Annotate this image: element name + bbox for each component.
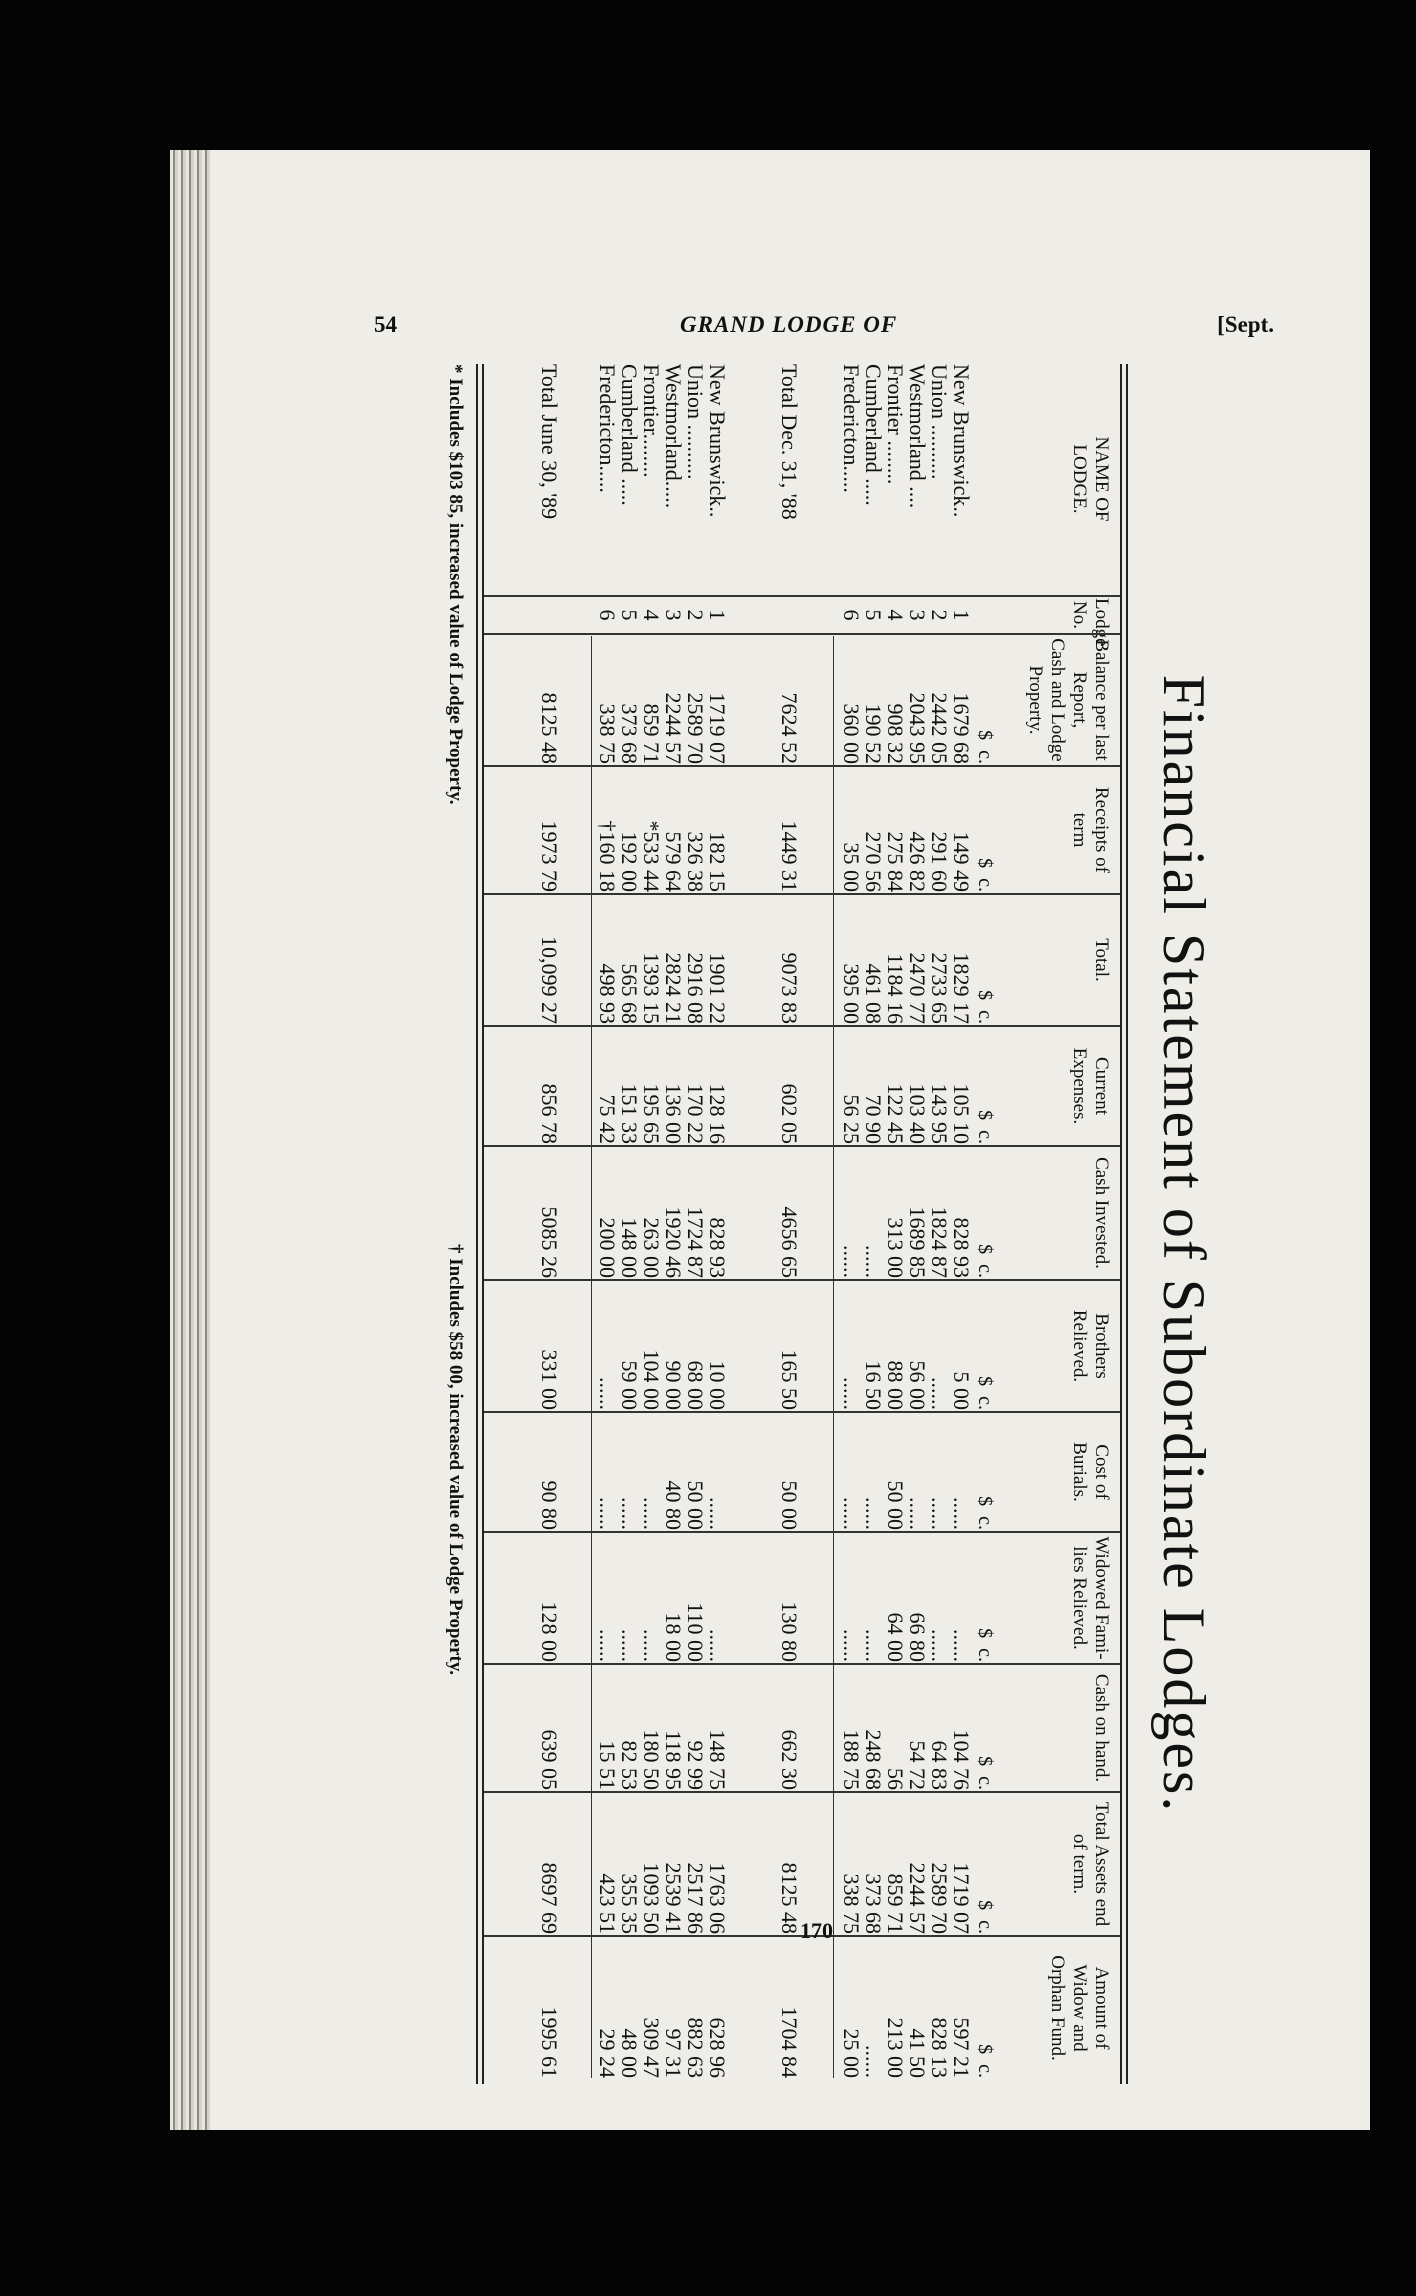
cell-widowed: ...... [949, 1629, 974, 1662]
column-header-line: Property. [1025, 665, 1046, 735]
page-number: 54 [374, 312, 397, 337]
unit-label: $ c. [974, 858, 996, 892]
cell-cash-hand: 148 75 [705, 1729, 730, 1790]
cell-no: 4 [883, 609, 908, 621]
cell-widowed: ...... [927, 1629, 952, 1662]
cell-total: 1184 16 [883, 953, 908, 1024]
cell-fund: 25 00 [839, 2028, 864, 2078]
cell-receipts: 291 60 [927, 831, 952, 892]
table-row [596, 364, 618, 2084]
cell-brothers: ...... [927, 1377, 952, 1410]
cell-receipts: 579 64 [661, 831, 686, 892]
cell-invested: 313 00 [883, 1217, 908, 1278]
cell-name: Westmorland .... [905, 364, 930, 509]
cell-cash-hand: 662 30 [777, 1729, 802, 1790]
cell-total: 1901 22 [705, 952, 730, 1024]
cell-name: Cumberland ..... [617, 364, 642, 506]
cell-widowed: 130 80 [777, 1601, 802, 1662]
cell-widowed: ...... [617, 1629, 642, 1662]
unit-label: $ c. [974, 1628, 996, 1662]
cell-brothers: 68 00 [683, 1360, 708, 1410]
cell-invested: 148 00 [617, 1217, 642, 1278]
cell-receipts: 326 38 [683, 831, 708, 892]
units-row [974, 364, 996, 2084]
column-header-line: NAME OF [1091, 436, 1112, 522]
cell-widowed: 18 00 [661, 1612, 686, 1662]
cell-receipts: 182 15 [705, 831, 730, 892]
cell-burials: 90 80 [537, 1480, 562, 1530]
cell-total: 498 93 [595, 963, 620, 1024]
sum-rule [591, 636, 592, 2078]
column-divider [484, 1411, 1120, 1413]
column-header-cash-hand [1090, 1666, 1112, 1790]
cell-no: 2 [927, 609, 952, 621]
cell-invested: ...... [861, 1245, 886, 1278]
cell-no: 3 [905, 609, 930, 621]
cell-widowed: 110 00 [683, 1602, 708, 1662]
column-header-line: Widow and [1069, 1964, 1090, 2052]
cell-assets: 355 35 [617, 1873, 642, 1934]
column-divider [484, 893, 1120, 895]
column-divider [484, 595, 1120, 597]
cell-assets: 1719 07 [949, 1862, 974, 1934]
unit-label: $ c. [974, 1496, 996, 1530]
cell-receipts: 149 49 [949, 831, 974, 892]
column-header-burials [1068, 1414, 1112, 1530]
column-header-line: Report, [1069, 671, 1090, 729]
column-header-line: Brothers Relieved. [1069, 1309, 1112, 1383]
column-divider [484, 1531, 1120, 1533]
column-header-line: Widowed Fami- [1091, 1536, 1112, 1660]
column-header-total [1090, 896, 1112, 1024]
cell-burials: ...... [839, 1497, 864, 1530]
cell-total: 1393 15 [639, 952, 664, 1024]
column-header-expenses [1068, 1028, 1112, 1144]
cell-receipts: *533 44 [639, 820, 664, 892]
cell-brothers: 59 00 [617, 1360, 642, 1410]
cell-total: 565 68 [617, 963, 642, 1024]
cell-name: Total Dec. 31, '88 [777, 364, 802, 520]
footnote-dagger: † Includes $58 00, increased value of Lodge Property. [445, 1244, 466, 1676]
cell-receipts: †160 18 [595, 820, 620, 892]
cell-expenses: 151 33 [617, 1083, 642, 1144]
table-row [884, 364, 906, 2084]
table-row [906, 364, 928, 2084]
cell-expenses: 75 42 [595, 1094, 620, 1144]
column-divider [484, 1279, 1120, 1281]
cell-burials: 50 00 [883, 1480, 908, 1530]
column-divider [484, 1025, 1120, 1027]
cell-widowed: 64 00 [883, 1612, 908, 1662]
column-header-line: Orphan Fund. [1047, 1955, 1068, 2061]
cell-balance: 1719 07 [705, 692, 730, 764]
unit-label: $ c. [974, 1244, 996, 1278]
bottom-rule-inner [476, 364, 478, 2084]
cell-widowed: 128 00 [537, 1601, 562, 1662]
column-header-assets [1068, 1794, 1112, 1934]
cell-burials: ...... [905, 1497, 930, 1530]
cell-receipts: 275 84 [883, 831, 908, 892]
cell-name: Frontier ........ [883, 364, 908, 485]
total-row [538, 364, 560, 2084]
cell-invested: ...... [839, 1245, 864, 1278]
cell-no: 3 [661, 609, 686, 621]
cell-name: New Brunswick.. [705, 364, 730, 518]
column-divider [484, 765, 1120, 767]
cell-brothers: 88 00 [883, 1360, 908, 1410]
cell-burials: ...... [595, 1497, 620, 1530]
cell-fund: 41 50 [905, 2028, 930, 2078]
cell-total: 461 08 [861, 963, 886, 1024]
cell-balance: 1679 68 [949, 692, 974, 764]
rotated-table [418, 364, 1238, 2164]
cell-name: Cumberland ..... [861, 364, 886, 506]
cell-balance: 859 71 [639, 703, 664, 764]
cell-cash-hand: 248 68 [861, 1729, 886, 1790]
cell-widowed: 66 80 [905, 1612, 930, 1662]
table-row [662, 364, 684, 2084]
table-row [640, 364, 662, 2084]
cell-assets: 373 68 [861, 1873, 886, 1934]
cell-fund: 97 31 [661, 2028, 686, 2078]
top-rule-inner [1120, 364, 1122, 2084]
unit-label: $ c. [974, 1110, 996, 1144]
folio-number: 170 [800, 1918, 833, 1943]
cell-name: Fredericton..... [839, 364, 864, 493]
cell-cash-hand: 104 76 [949, 1729, 974, 1790]
cell-total: 395 00 [839, 963, 864, 1024]
cell-cash-hand: 56 [883, 1768, 908, 1790]
cell-expenses: 602 05 [777, 1083, 802, 1144]
column-divider [484, 633, 1120, 635]
cell-brothers: 5 00 [949, 1371, 974, 1410]
cell-fund: 48 00 [617, 2028, 642, 2078]
table-row [928, 364, 950, 2084]
cell-expenses: 128 16 [705, 1083, 730, 1144]
cell-expenses: 105 10 [949, 1083, 974, 1144]
cell-widowed: ...... [639, 1629, 664, 1662]
unit-label: $ c. [974, 1756, 996, 1790]
cell-no: 6 [839, 609, 864, 621]
table-row [862, 364, 884, 2084]
cell-name: Total June 30, '89 [537, 364, 562, 520]
cell-expenses: 103 40 [905, 1083, 930, 1144]
cell-invested: 828 93 [705, 1217, 730, 1278]
cell-expenses: 856 78 [537, 1083, 562, 1144]
cell-invested: 1824 87 [927, 1206, 952, 1278]
cell-name: Westmorland..... [661, 364, 686, 509]
cell-fund: 828 13 [927, 2017, 952, 2078]
cell-burials: ...... [927, 1497, 952, 1530]
cell-receipts: 1449 31 [777, 820, 802, 892]
cell-invested: 1724 87 [683, 1206, 708, 1278]
cell-name: New Brunswick.. [949, 364, 974, 518]
footnote-asterisk: * Includes $103 85, increased value of Lodge Property. [445, 364, 466, 805]
column-header-line: Amount of [1091, 1966, 1112, 2050]
column-header-name [1068, 364, 1112, 594]
table-row [706, 364, 728, 2084]
cell-brothers: ...... [595, 1377, 620, 1410]
top-rule [1126, 364, 1128, 2084]
cell-fund: 309 47 [639, 2017, 664, 2078]
table-title: Financial Statement of Subordinate Lodges. [1151, 674, 1217, 1814]
cell-balance: 7624 52 [777, 692, 802, 764]
column-header-line: Expenses. [1069, 1047, 1090, 1125]
cell-expenses: 70 90 [861, 1094, 886, 1144]
cell-total: 2824 21 [661, 952, 686, 1024]
cell-balance: 190 52 [861, 703, 886, 764]
cell-assets: 2517 86 [683, 1862, 708, 1934]
cell-burials: ...... [617, 1497, 642, 1530]
cell-total: 1829 17 [949, 952, 974, 1024]
table-header [1010, 364, 1120, 2084]
cell-expenses: 136 00 [661, 1083, 686, 1144]
cell-widowed: ...... [839, 1629, 864, 1662]
table-row [618, 364, 640, 2084]
cell-assets: 338 75 [839, 1873, 864, 1934]
cell-assets: 1093 50 [639, 1862, 664, 1934]
cell-balance: 2043 95 [905, 692, 930, 764]
column-header-no [1068, 598, 1112, 647]
cell-balance: 373 68 [617, 703, 642, 764]
cell-cash-hand: 82 53 [617, 1740, 642, 1790]
cell-fund: ...... [861, 2045, 886, 2078]
cell-brothers: 56 00 [905, 1360, 930, 1410]
unit-label: $ c. [974, 1900, 996, 1934]
cell-burials: 40 80 [661, 1480, 686, 1530]
cell-receipts: 1973 79 [537, 820, 562, 892]
cell-name: Union .......... [683, 364, 708, 480]
cell-burials: 50 00 [683, 1480, 708, 1530]
cell-invested: 263 00 [639, 1217, 664, 1278]
cell-brothers: 104 00 [639, 1349, 664, 1410]
cell-total: 9073 83 [777, 952, 802, 1024]
cell-invested: 200 00 [595, 1217, 620, 1278]
cell-widowed: ...... [595, 1629, 620, 1662]
cell-fund: 213 00 [883, 2017, 908, 2078]
cell-name: Fredericton..... [595, 364, 620, 493]
cell-expenses: 170 22 [683, 1083, 708, 1144]
column-header-widowed [1068, 1534, 1112, 1662]
cell-burials: ...... [639, 1497, 664, 1530]
cell-name: Union .......... [927, 364, 952, 480]
cell-burials: ...... [705, 1497, 730, 1530]
cell-invested: 828 93 [949, 1217, 974, 1278]
cell-assets: 8697 69 [537, 1862, 562, 1934]
column-header-line: Balance per last [1091, 639, 1112, 761]
column-header-line: Cost of Burials. [1069, 1442, 1112, 1502]
cell-fund: 882 63 [683, 2017, 708, 2078]
table-row [950, 364, 972, 2084]
cell-fund: 1995 61 [537, 2006, 562, 2078]
column-header-line: of term. [1069, 1833, 1090, 1895]
cell-total: 10,099 27 [537, 936, 562, 1024]
unit-label: $ c. [974, 2044, 996, 2078]
cell-receipts: 270 56 [861, 831, 886, 892]
column-divider [484, 1145, 1120, 1147]
cell-fund: 1704 84 [777, 2006, 802, 2078]
cell-cash-hand: 118 95 [661, 1730, 686, 1790]
running-head: GRAND LODGE OF [680, 312, 898, 337]
column-header-line: Current [1091, 1056, 1112, 1116]
table-body [486, 364, 996, 2084]
cell-no: 6 [595, 609, 620, 621]
table-row [840, 364, 862, 2084]
cell-assets: 2244 57 [905, 1862, 930, 1934]
column-header-fund [1046, 1938, 1112, 2078]
cell-no: 4 [639, 609, 664, 621]
table-row [684, 364, 706, 2084]
unit-label: $ c. [974, 990, 996, 1024]
cell-brothers: 16 50 [861, 1360, 886, 1410]
cell-assets: 423 51 [595, 1873, 620, 1934]
cell-no: 5 [617, 609, 642, 621]
column-header-line: lies Relieved. [1069, 1546, 1090, 1650]
cell-name: Frontier........ [639, 364, 664, 478]
cell-balance: 8125 48 [537, 692, 562, 764]
cell-expenses: 122 45 [883, 1083, 908, 1144]
cell-assets: 8125 48 [777, 1862, 802, 1934]
cell-assets: 859 71 [883, 1873, 908, 1934]
column-header-receipts [1068, 768, 1112, 892]
column-header-line: Receipts of term [1069, 786, 1112, 873]
cell-assets: 1763 06 [705, 1862, 730, 1934]
cell-fund: 628 96 [705, 2017, 730, 2078]
cell-no: 1 [705, 609, 730, 621]
cell-invested: 1689 85 [905, 1206, 930, 1278]
cell-cash-hand: 188 75 [839, 1729, 864, 1790]
cell-burials: 50 00 [777, 1480, 802, 1530]
cell-widowed: ...... [861, 1629, 886, 1662]
cell-brothers: ...... [839, 1377, 864, 1410]
column-divider [484, 1791, 1120, 1793]
cell-burials: ...... [949, 1497, 974, 1530]
column-header-line: LODGE. [1069, 444, 1090, 514]
column-header-line: Total. [1091, 938, 1112, 982]
cell-balance: 338 75 [595, 703, 620, 764]
cell-balance: 908 32 [883, 703, 908, 764]
cell-burials: ...... [861, 1497, 886, 1530]
cell-total: 2916 08 [683, 952, 708, 1024]
column-header-balance [1024, 636, 1112, 764]
cell-cash-hand: 64 83 [927, 1740, 952, 1790]
page-header [374, 312, 1274, 352]
cell-receipts: 35 00 [839, 842, 864, 892]
cell-receipts: 426 82 [905, 831, 930, 892]
cell-balance: 2589 70 [683, 692, 708, 764]
column-header-invested [1090, 1148, 1112, 1278]
cell-expenses: 56 25 [839, 1094, 864, 1144]
month-label: [Sept. [1217, 312, 1274, 337]
column-header-brothers [1068, 1282, 1112, 1410]
column-header-line: Cash Invested. [1091, 1157, 1112, 1269]
cell-cash-hand: 15 51 [595, 1740, 620, 1790]
cell-assets: 2539 41 [661, 1862, 686, 1934]
cell-invested: 4656 65 [777, 1206, 802, 1278]
cell-brothers: 165 50 [777, 1349, 802, 1410]
cell-balance: 2244 57 [661, 692, 686, 764]
sum-rule [833, 636, 834, 2078]
cell-total: 2733 65 [927, 952, 952, 1024]
cell-brothers: 10 00 [705, 1360, 730, 1410]
cell-fund: 597 21 [949, 2017, 974, 2078]
column-header-line: Lodge No. [1069, 598, 1112, 647]
total-row [778, 364, 800, 2084]
cell-no: 2 [683, 609, 708, 621]
cell-receipts: 192 00 [617, 831, 642, 892]
cell-cash-hand: 54 72 [905, 1740, 930, 1790]
column-divider [484, 1663, 1120, 1665]
cell-cash-hand: 180 50 [639, 1729, 664, 1790]
column-header-line: Total Assets end [1091, 1801, 1112, 1927]
cell-no: 5 [861, 609, 886, 621]
cell-fund: 29 24 [595, 2028, 620, 2078]
cell-assets: 2589 70 [927, 1862, 952, 1934]
cell-cash-hand: 92 99 [683, 1740, 708, 1790]
cell-widowed: ...... [705, 1629, 730, 1662]
cell-invested: 5085 26 [537, 1206, 562, 1278]
cell-no: 1 [949, 609, 974, 621]
unit-label: $ c. [974, 730, 996, 764]
cell-balance: 360 00 [839, 703, 864, 764]
cell-total: 2470 77 [905, 952, 930, 1024]
cell-expenses: 195 65 [639, 1083, 664, 1144]
bottom-rule [482, 364, 484, 2084]
cell-brothers: 331 00 [537, 1349, 562, 1410]
column-header-line: Cash on hand. [1091, 1673, 1112, 1783]
cell-brothers: 90 00 [661, 1360, 686, 1410]
unit-label: $ c. [974, 1376, 996, 1410]
cell-balance: 2442 05 [927, 692, 952, 764]
cell-expenses: 143 95 [927, 1083, 952, 1144]
cell-cash-hand: 639 05 [537, 1729, 562, 1790]
column-header-line: Cash and Lodge [1047, 638, 1068, 762]
cell-invested: 1920 46 [661, 1206, 686, 1278]
footnotes [436, 364, 466, 2084]
